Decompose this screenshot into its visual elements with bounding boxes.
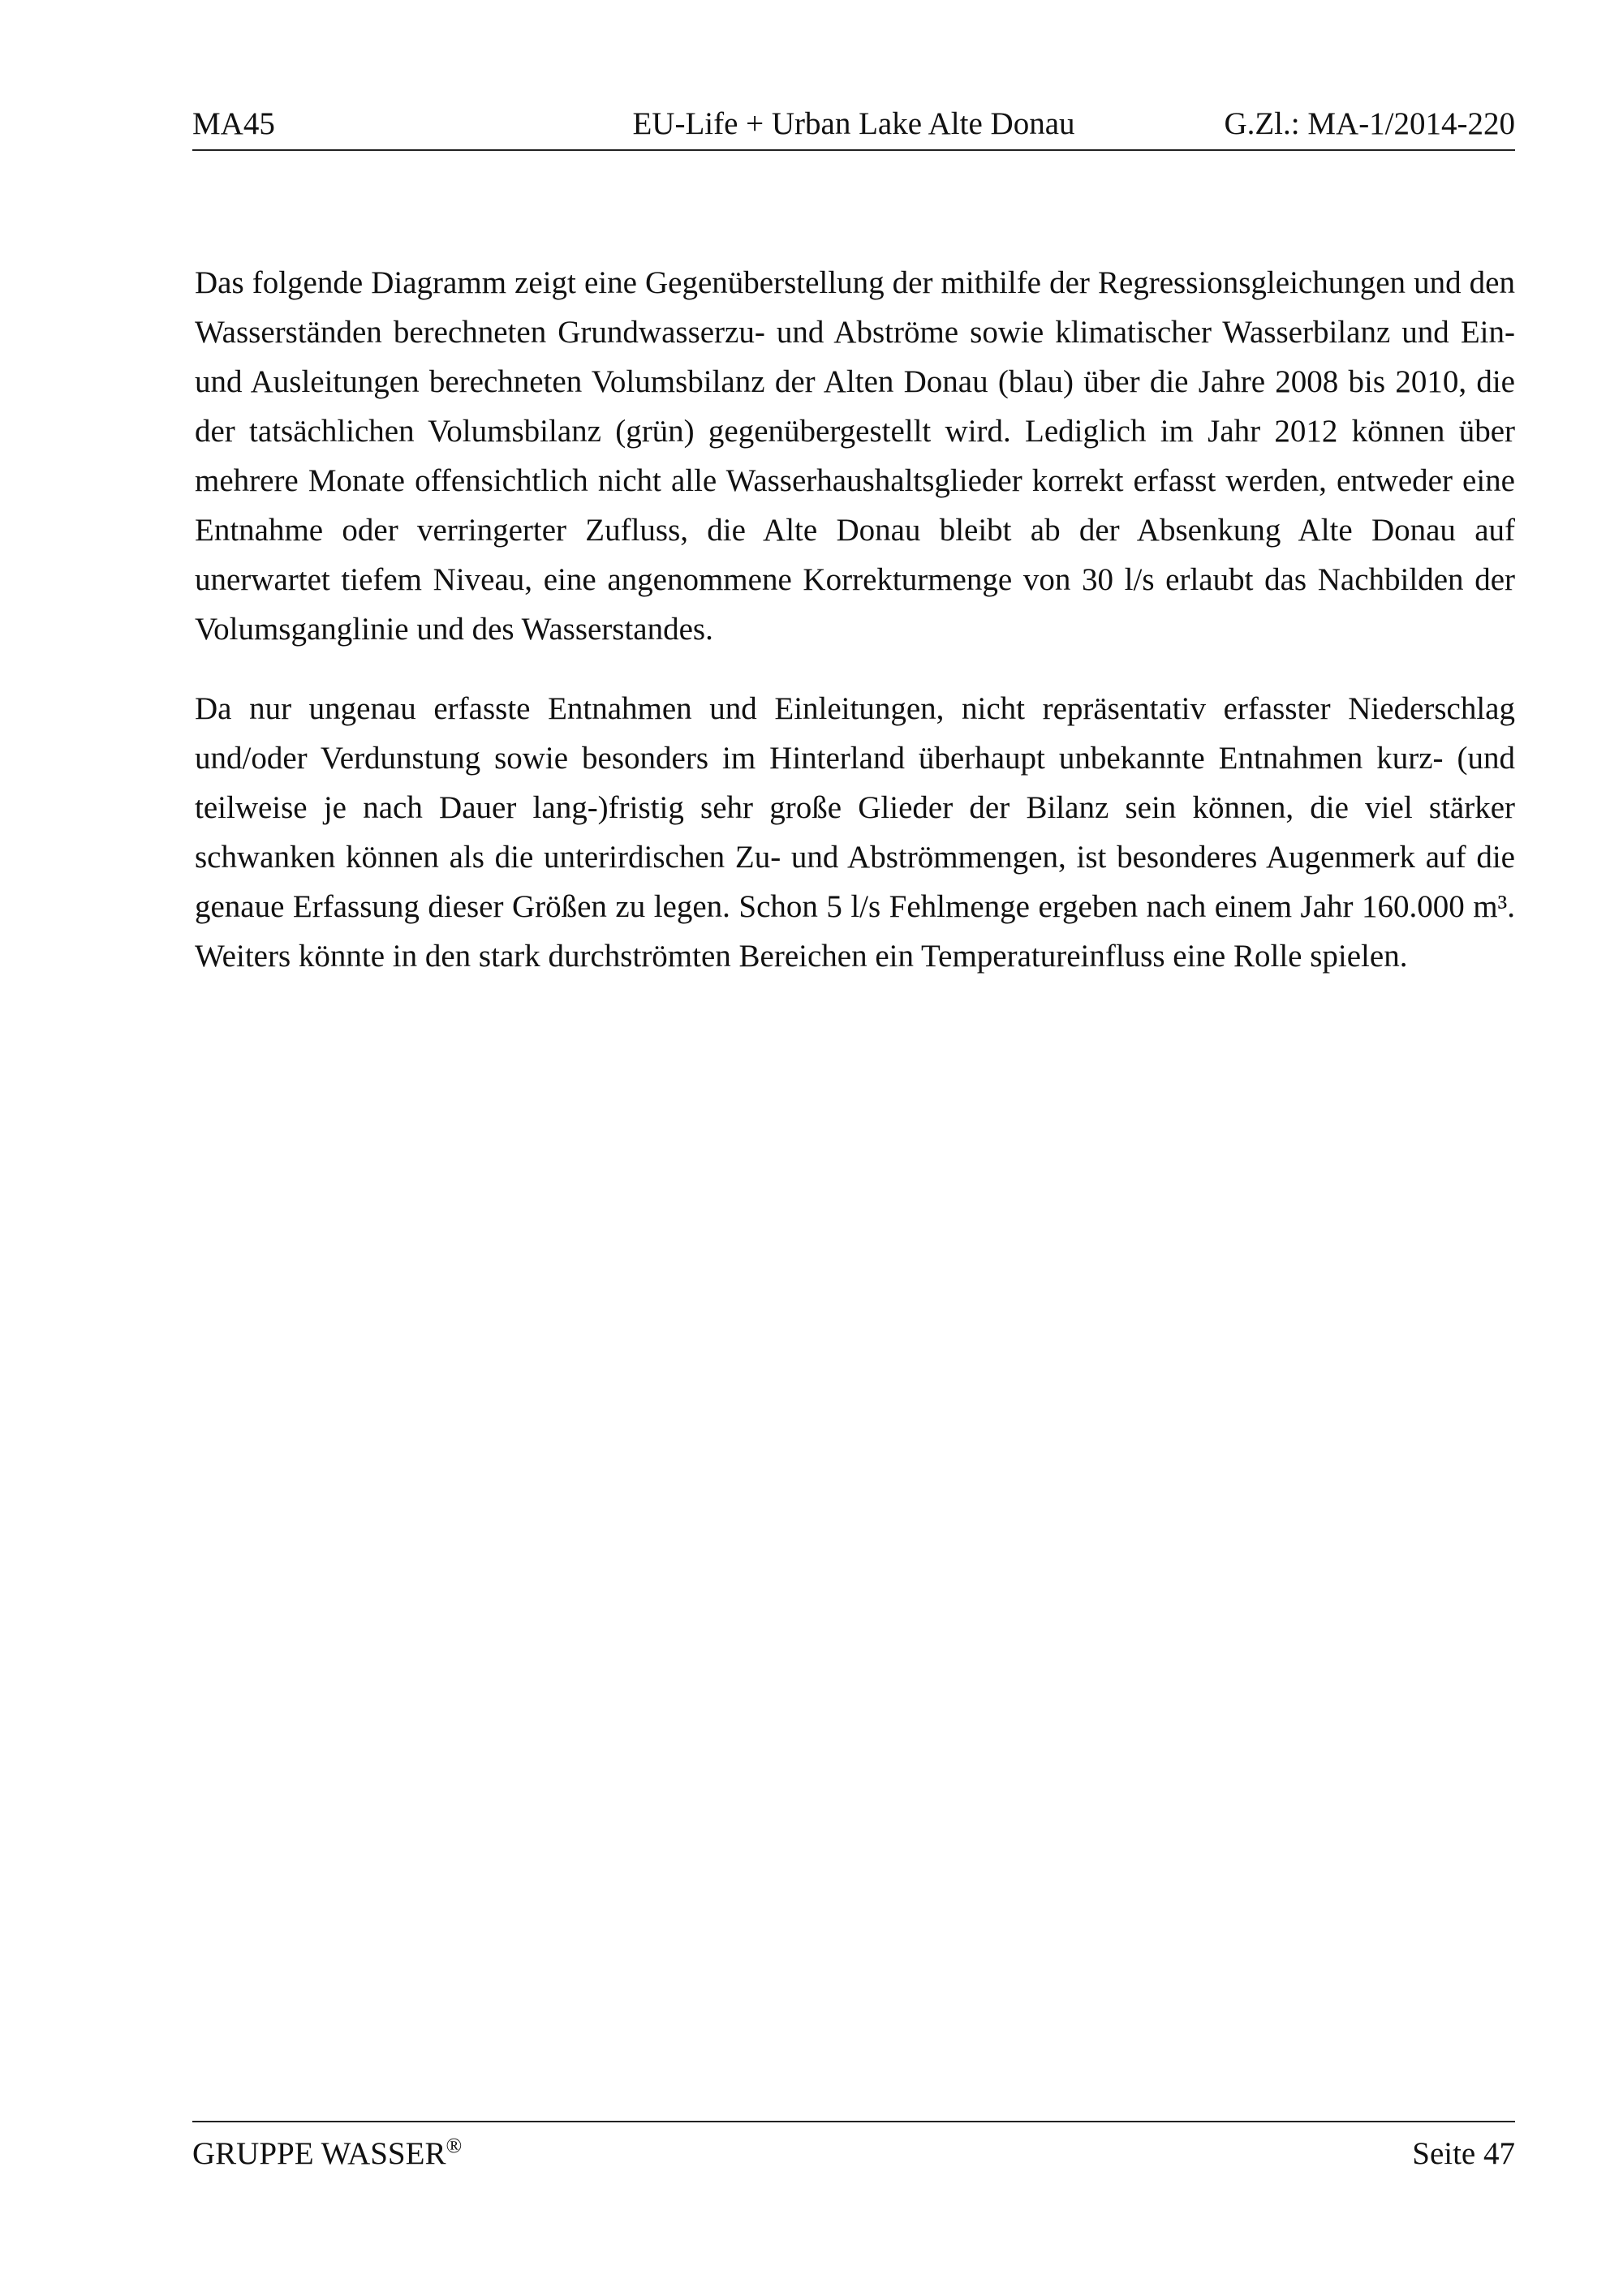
page-number: Seite 47 (1412, 2136, 1515, 2171)
body-text (195, 258, 1515, 1011)
header-reference-number: G.Zl.: MA-1/2014-220 (1224, 106, 1515, 141)
header-project-title: EU-Life + Urban Lake Alte Donau (632, 106, 1075, 141)
header-organization: MA45 (192, 106, 275, 141)
footer-company-name: GRUPPE WASSER (192, 2136, 446, 2171)
page-header (192, 104, 1515, 151)
paragraph-diagram-description: Das folgende Diagramm zeigt eine Gegenüberstellung der mithilfe der Regressionsgleichungen und den Wasserständen berechneten Grundwasserzu- und Abströme sowie klimatischer Wasserbilanz und Ein- und Ausleitungen berechneten Volumsbilanz der Alten Donau (blau) über die Jahre 2008 bis 2010, die der tatsächlichen Volumsbilanz (grün) gegenübergestellt wird. Lediglich im Jahr 2012 können über mehrere Monate offensichtlich nicht alle Wasserhaushaltsglieder korrekt erfasst werden, entweder eine Entnahme oder verringerter Zufluss, die Alte Donau bleibt ab der Absenkung Alte Donau auf unerwartet tiefem Niveau, eine angenommene Korrekturmenge von 30 l/s erlaubt das Nachbilden der Volumsganglinie und des Wasserstandes. (195, 265, 1515, 647)
page-footer (192, 2121, 1515, 2179)
footer-company (192, 2134, 462, 2174)
registered-trademark-mark: ® (446, 2134, 463, 2157)
paragraph-measurement-uncertainty: Da nur ungenau erfasste Entnahmen und Einleitungen, nicht repräsentativ erfasster Niederschlag und/oder Verdunstung sowie besonders im Hinterland überhaupt unbekannte Entnahmen kurz- (und teilweise je nach Dauer lang-)fristig sehr große Glieder der Bilanz sein können, die viel stärker schwanken können als die unterirdischen Zu- und Abströmmengen, ist besonderes Augenmerk auf die genaue Erfassung dieser Größen zu legen. Schon 5 l/s Fehlmenge ergeben nach einem Jahr 160.000 m³. Weiters könnte in den stark durchströmten Bereichen ein Temperatureinfluss eine Rolle spielen. (195, 691, 1515, 974)
